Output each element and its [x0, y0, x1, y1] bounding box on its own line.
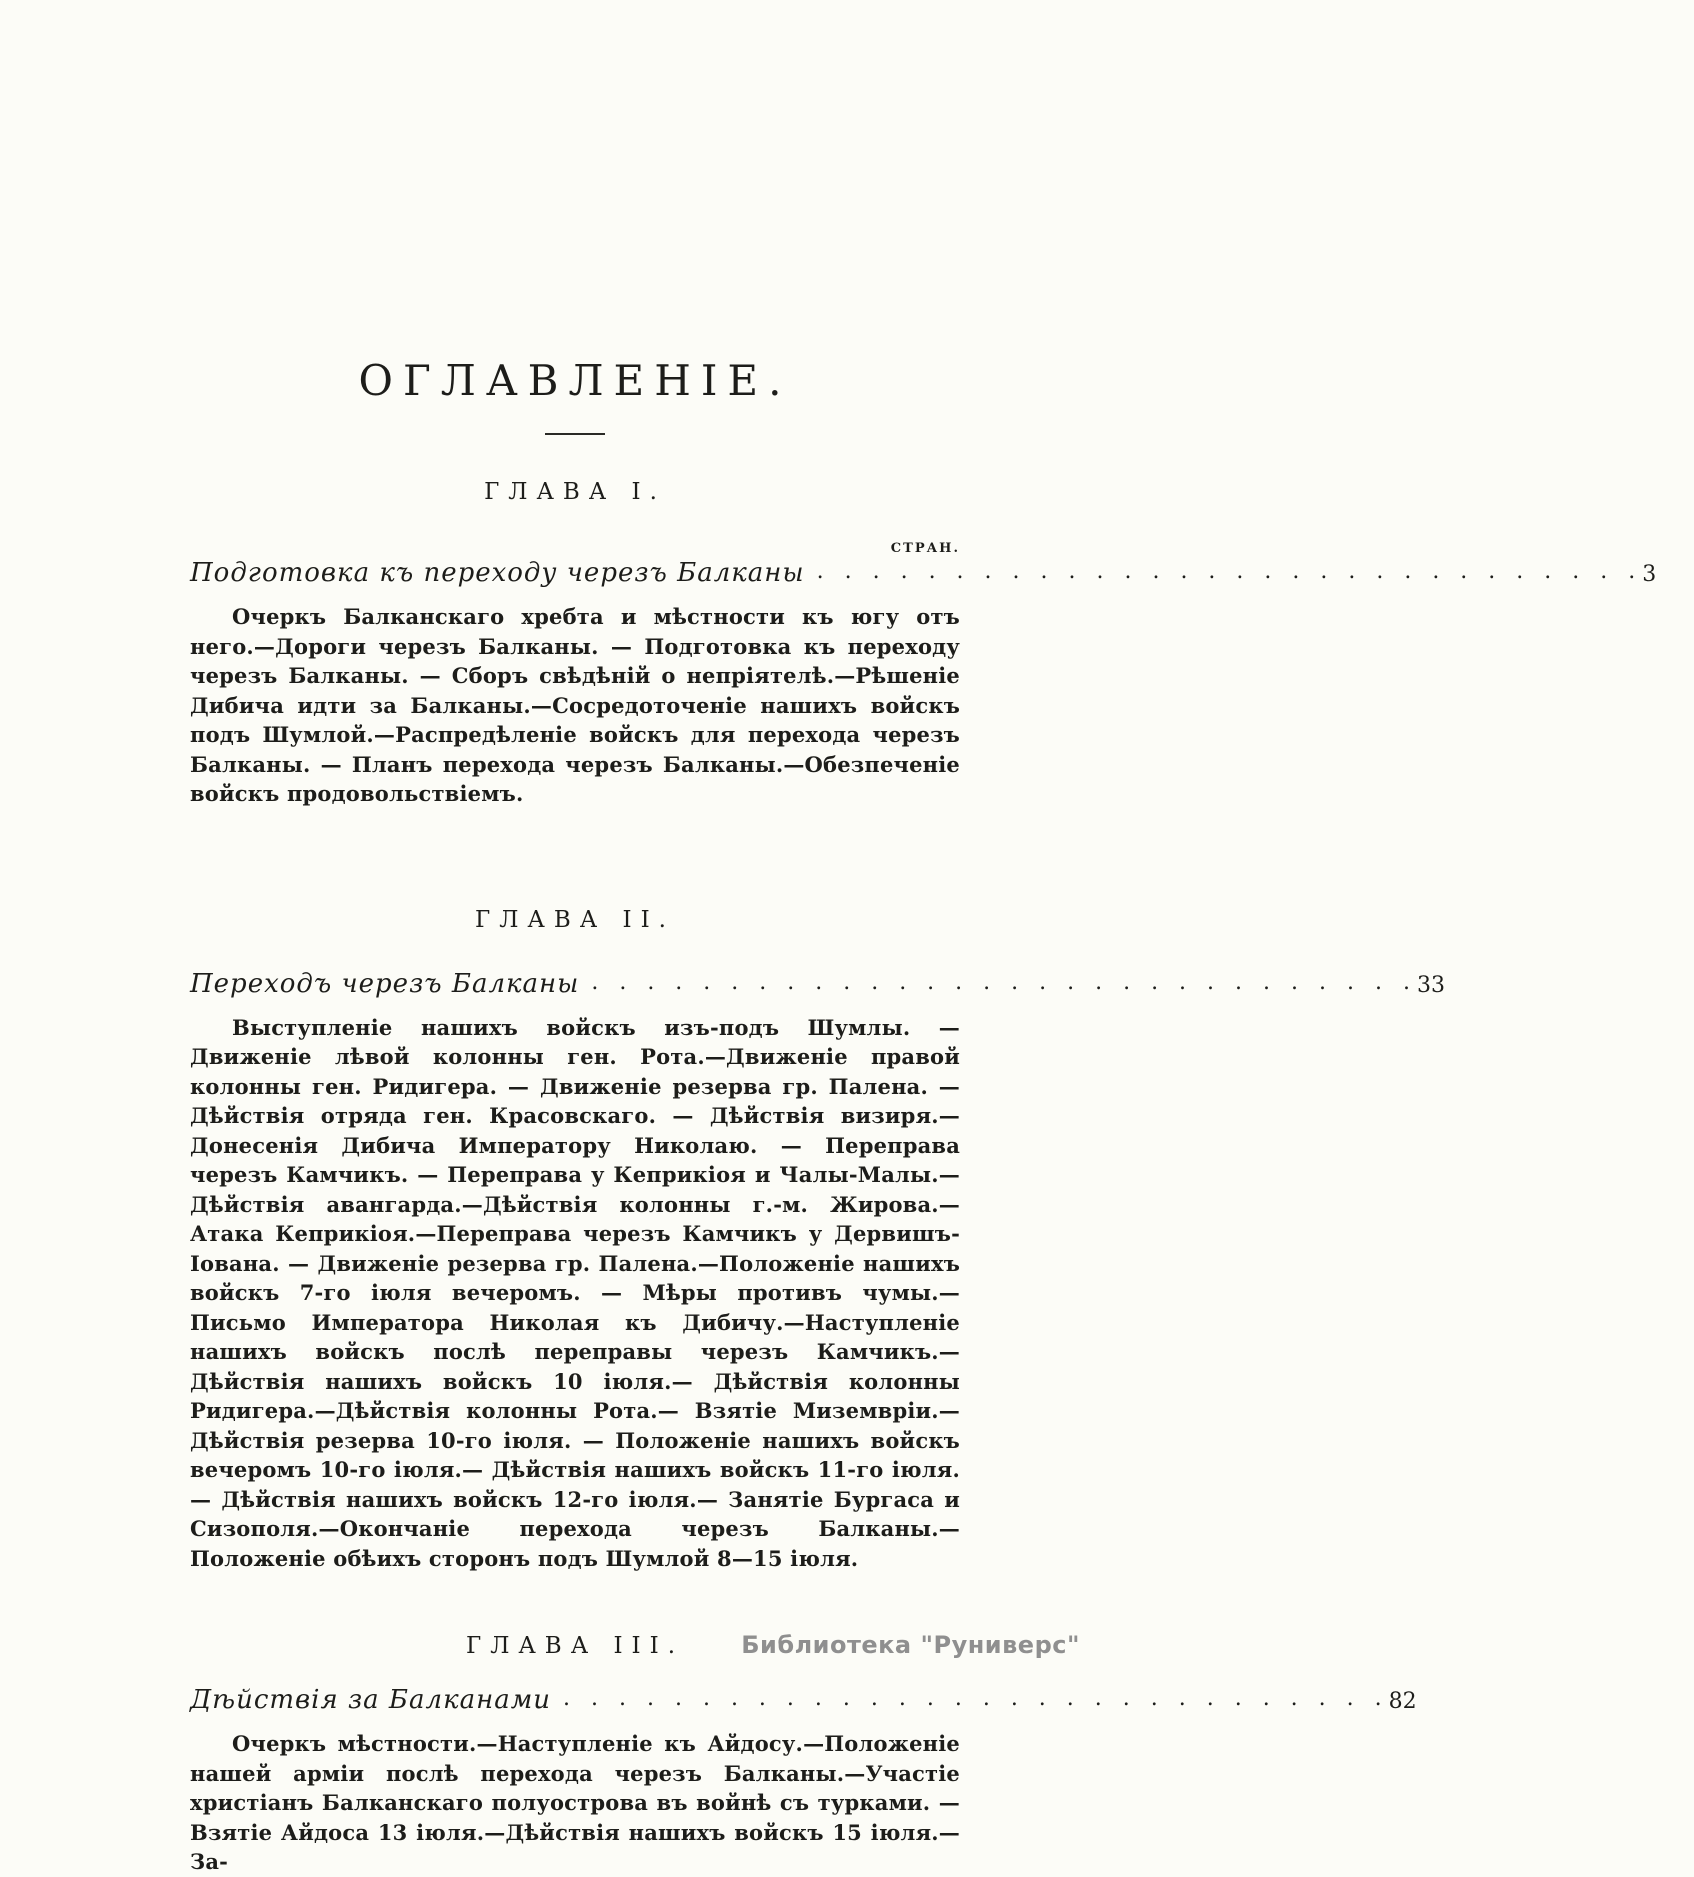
title-divider-rule — [545, 433, 605, 435]
chapter-section — [190, 1633, 1417, 1877]
table-of-contents — [190, 0, 1657, 1877]
page-title: ОГЛАВЛЕНІЕ. — [358, 356, 792, 405]
chapter-summary: Выступленіе нашихъ войскъ изъ-подъ Шумлы. — Движеніе лѣвой колонны ген. Рота.—Движеніе правой колонны ген. Ридигера. — Движеніе резерва гр. Палена. — Дѣйствія отряда ген. Красовскаго. — Дѣйствія визиря.—Донесенія Дибича Императору Николаю. — Переправа черезъ Камчикъ. — Переправа у Кеприкіоя и Чалы-Малы.—Дѣйствія авангарда.—Дѣйствія колонны г.-м. Жирова.— Атака Кеприкіоя.—Переправа черезъ Камчикъ у Дервишъ-Іована. — Движеніе резерва гр. Палена.—Положеніе нашихъ войскъ 7-го іюля вечеромъ. — Мѣры противъ чумы.—Письмо Императора Николая къ Дибичу.—Наступленіе нашихъ войскъ послѣ переправы черезъ Камчикъ.—Дѣйствія нашихъ войскъ 10 іюля.— Дѣйствія колонны Ридигера.—Дѣйствія колонны Рота.— Взятіе Миземвріи.—Дѣйствія резерва 10-го іюля. — Положеніе нашихъ войскъ вечеромъ 10-го іюля.— Дѣйствія нашихъ войскъ 11-го іюля. — Дѣйствія нашихъ войскъ 12-го іюля.— Занятіе Бургаса и Сизополя.—Окончаніе перехода черезъ Балканы.—Положеніе обѣихъ сторонъ подъ Шумлой 8—15 іюля. — [190, 1014, 960, 1571]
toc-entry-title: Переходъ черезъ Балканы — [190, 968, 580, 999]
page-column-header: СТРАН. — [890, 541, 960, 556]
toc-entry — [190, 558, 1657, 588]
toc-entry-title: Подготовка къ переходу черезъ Балканы — [190, 558, 805, 588]
chapter-summary: Очеркъ Балканскаго хребта и мѣстности къ югу отъ него.—Дороги черезъ Балканы. — Подготовка къ переходу черезъ Балканы. — Сборъ свѣдѣній о непріятелѣ.—Рѣшеніе Дибича идти за Балканы.—Сосредоточеніе нашихъ войскъ подъ Шумлой.—Распредѣленіе войскъ для перехода черезъ Балканы. — Планъ перехода черезъ Балканы.—Обезпеченіе войскъ продовольствіемъ. — [190, 604, 960, 806]
chapter-section — [190, 479, 1657, 809]
toc-entry — [190, 1685, 1417, 1715]
leader-dots: . . . . . . . . . . . . . . . . . . . . . . . . . . . . . . — [816, 559, 1643, 584]
chapter-heading: ГЛАВА II. — [475, 906, 675, 933]
toc-page-number: 33 — [1416, 972, 1445, 998]
leader-dots: . . . . . . . . . . . . . . . . . . . . . . . . . . . . . . — [591, 969, 1417, 995]
library-watermark: Библиотека "Руниверс" — [741, 1631, 1080, 1659]
chapter-heading: ГЛАВА III. — [465, 1633, 685, 1659]
toc-entry — [190, 968, 1445, 999]
chapter-summary: Очеркъ мѣстности.—Наступленіе къ Айдосу.—Положеніе нашей арміи послѣ перехода черезъ Балканы.—Участіе христіанъ Балканскаго полуострова въ войнѣ съ турками. — Взятіе Айдоса 13 іюля.—Дѣйствія нашихъ войскъ 15 іюля.—За- — [190, 1731, 960, 1874]
toc-entry-title: Дѣйствія за Балканами — [190, 1685, 552, 1715]
toc-page-number: 82 — [1388, 1689, 1417, 1714]
chapter-heading: ГЛАВА I. — [484, 479, 666, 505]
toc-page-number: 3 — [1642, 562, 1657, 587]
leader-dots: . . . . . . . . . . . . . . . . . . . . . . . . . . . . . . — [563, 1686, 1389, 1711]
chapter-section — [190, 906, 1445, 1574]
